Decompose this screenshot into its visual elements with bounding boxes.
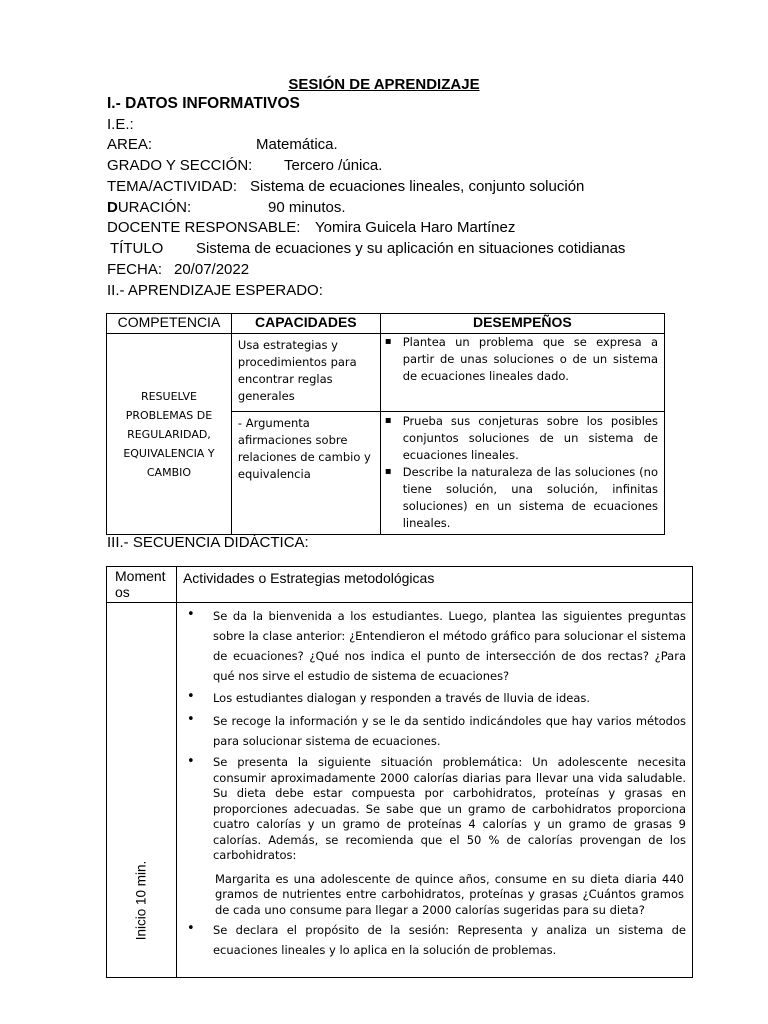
titulo-row	[110, 240, 626, 257]
area-label: AREA:	[107, 136, 153, 153]
desempeno-cell	[380, 334, 664, 412]
duracion-value: 90 minutos.	[268, 199, 346, 216]
desempeno-cell	[380, 412, 664, 535]
list-item: • Se da la bienvenida a los estudiantes. Luego, plantea las siguientes preguntas sobre la clase anterior: ¿Entendieron el método gráfico para solucionar el sistema de ecuaciones? ¿Qué nos indica el punto de intersección de dos rectas? ¿Para qué nos sirve el estudio de sistema de ecuaciones?	[177, 606, 692, 686]
section-heading-aprendizaje: II.- APRENDIZAJE ESPERADO:	[107, 282, 323, 299]
header-capacidades: CAPACIDADES	[231, 314, 380, 334]
actividades-cell	[176, 603, 692, 978]
momento-label: Inicio 10 min.	[133, 860, 149, 941]
table-header-row	[107, 314, 665, 334]
tema-row	[107, 178, 585, 195]
fecha-label: FECHA:	[107, 261, 163, 278]
table-header-row	[107, 567, 693, 603]
desempeno-item: ▪ Describe la naturaleza de las soluciones (no tiene solución, una solución, infinitas soluciones) en un sistema de ecuaciones lineales.	[385, 464, 658, 532]
docente-row	[107, 219, 516, 236]
duracion-initial: D	[107, 199, 118, 216]
section-heading-datos: I.- DATOS INFORMATIVOS	[107, 95, 300, 112]
table-row	[107, 334, 665, 412]
list-item: • Se recoge la información y se le da sentido indicándoles que hay varios métodos para solucionar sistema de ecuaciones.	[177, 711, 692, 751]
grado-label: GRADO Y SECCIÓN:	[107, 157, 253, 174]
fecha-row	[107, 261, 250, 278]
grado-row	[107, 157, 383, 174]
list-item: • Se presenta la siguiente situación problemática: Un adolescente necesita consumir aproximadamente 2000 calorías diarias para llevar una vida saludable. Su dieta debe estar compuesta por carbohidratos, proteínas y grasas en proporciones adecuadas. Se sabe que un gramo de carbohidratos proporciona cuatro calorías y un gramo de proteínas 4 calorías y un gramo de grasas 9 calorías. Además, se recomienda que el 50 % de calorías provengan de los carbohidratos:	[177, 755, 692, 864]
secuencia-table	[106, 566, 693, 978]
list-item: • Los estudiantes dialogan y responden a través de lluvia de ideas.	[177, 688, 692, 708]
desempeno-item: ▪ Prueba sus conjeturas sobre los posibles conjuntos soluciones de un sistema de ecuaciones lineales.	[385, 413, 658, 464]
docente-label: DOCENTE RESPONSABLE:	[107, 219, 301, 236]
area-row	[107, 136, 338, 153]
desempeno-item: ▪ Plantea un problema que se expresa a partir de unas soluciones o de un sistema de ecuaciones lineales dado.	[385, 334, 658, 385]
fecha-value: 20/07/2022	[174, 261, 250, 278]
duracion-label: URACIÓN:	[117, 199, 192, 216]
duracion-row	[107, 199, 346, 216]
tema-value: Sistema de ecuaciones lineales, conjunto solución	[250, 178, 585, 195]
titulo-label: TÍTULO	[110, 240, 164, 257]
docente-value: Yomira Guicela Haro Martínez	[315, 219, 516, 236]
momento-cell	[107, 603, 177, 978]
problem-paragraph: Margarita es una adolescente de quince años, consume en su dieta diaria 440 gramos de nutrientes entre carbohidratos, proteínas y grasas ¿Cuántos gramos de cada uno consume para llegar a 2000 calorías sugeridas para su dieta?	[214, 871, 684, 917]
table-row	[107, 603, 693, 978]
area-value: Matemática.	[256, 136, 338, 153]
section-heading-secuencia: III.- SECUENCIA DIDÁCTICA:	[107, 534, 309, 551]
header-actividades: Actividades o Estrategias metodológicas	[176, 567, 692, 603]
header-competencia: COMPETENCIA	[107, 314, 232, 334]
page-title: SESIÓN DE APRENDIZAJE	[288, 76, 480, 93]
aprendizaje-table	[106, 313, 665, 535]
capacidad-cell: Usa estrategias y procedimientos para encontrar reglas generales	[231, 334, 380, 412]
grado-value: Tercero /única.	[284, 157, 383, 174]
ie-label: I.E.:	[107, 116, 134, 133]
titulo-value: Sistema de ecuaciones y su aplicación en situaciones cotidianas	[196, 240, 626, 257]
header-desempenos: DESEMPEÑOS	[380, 314, 664, 334]
competencia-cell: RESUELVE PROBLEMAS DE REGULARIDAD, EQUIVALENCIA Y CAMBIO	[107, 334, 232, 535]
header-momentos: Moment os	[107, 567, 177, 603]
capacidad-cell: - Argumenta afirmaciones sobre relaciones de cambio y equivalencia	[231, 412, 380, 535]
tema-label: TEMA/ACTIVIDAD:	[107, 178, 238, 195]
list-item: • Se declara el propósito de la sesión: Representa y analiza un sistema de ecuaciones lineales y lo aplica en la solución de problemas.	[177, 920, 692, 960]
